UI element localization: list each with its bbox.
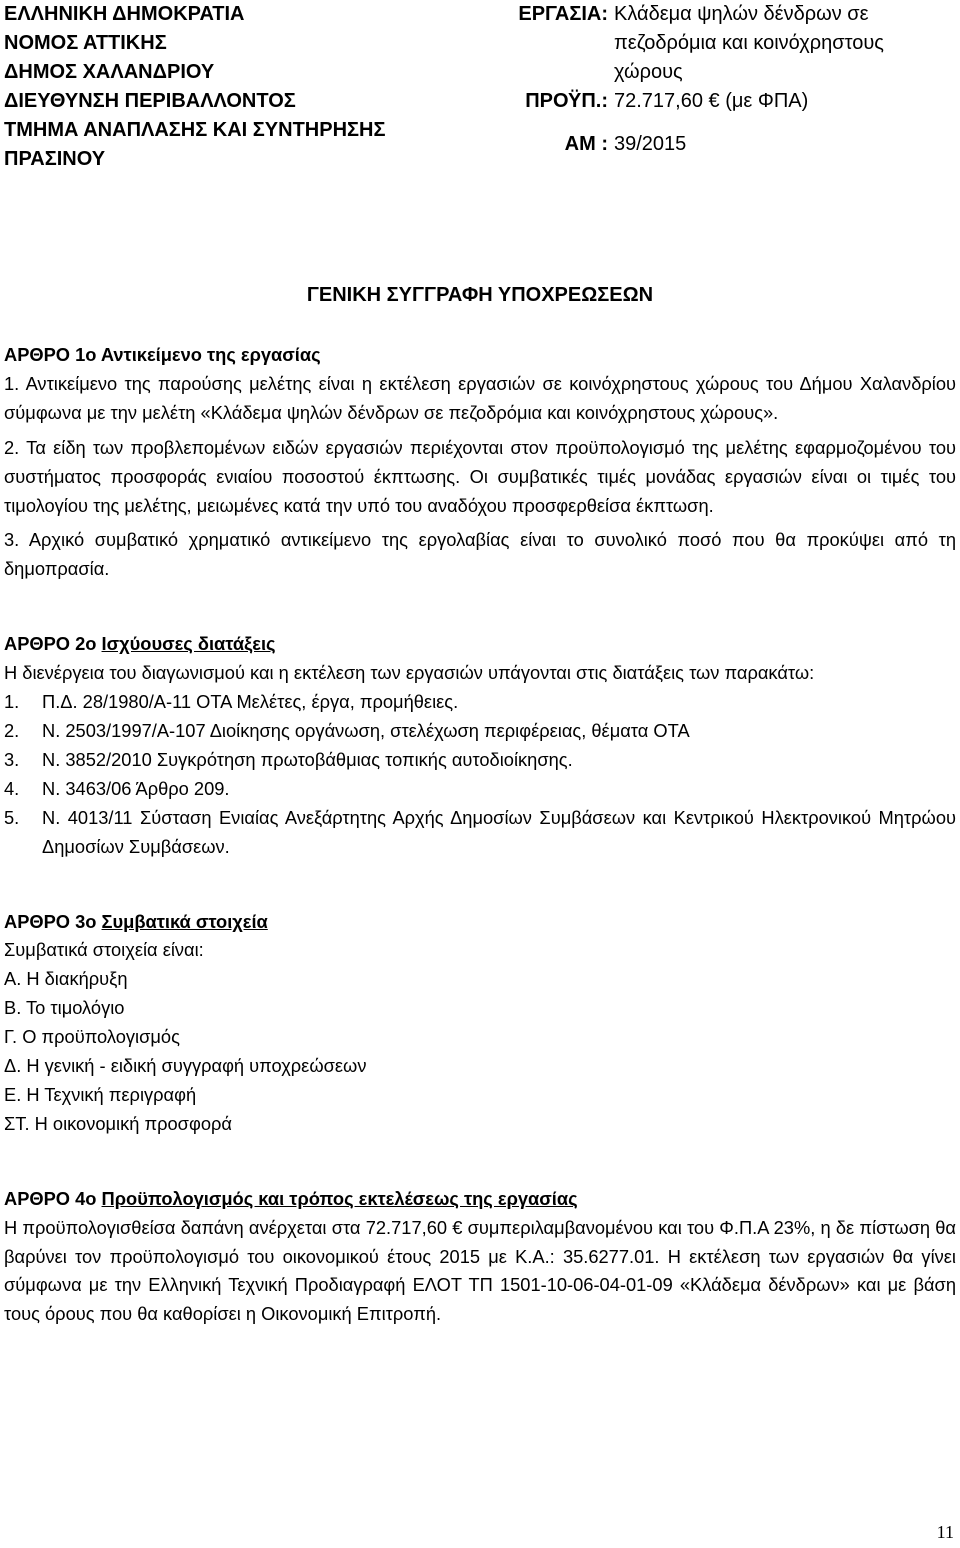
law-list-number: 4. — [4, 777, 20, 799]
article-2-heading — [4, 630, 956, 659]
contract-item: Ε. Η Τεχνική περιγραφή — [4, 1083, 197, 1105]
article-3-number: ΑΡΘΡΟ 3ο — [4, 910, 102, 932]
page-number: 11 — [936, 1522, 954, 1542]
article-3-title: Συμβατικά στοιχεία — [101, 910, 268, 932]
article-4-heading — [4, 1185, 956, 1214]
article-1-paragraph-1: 1. Αντικείμενο της παρούσης μελέτης είναι η εκτέλεση εργασιών σε κοινόχρηστους χώρους του Δήμου Χαλανδρίου σύμφωνα με την μελέτη «Κλάδεμα ψηλών δένδρων σε πεζοδρόμια και κοινόχρηστους χώρους». — [4, 372, 956, 423]
article-2-intro: Η διενέργεια του διαγωνισμού και η εκτέλεση των εργασιών υπάγονται στις διατάξεις των παρακάτω: — [4, 662, 815, 684]
authority-line: ΔΙΕΥΘΥΝΣΗ ΠΕΡΙΒΑΛΛΟΝΤΟΣ — [4, 90, 296, 112]
project-info — [504, 0, 944, 159]
law-list-text: Ν. 2503/1997/Α-107 Διοίκησης οργάνωση, στελέχωση περιφέρειας, θέματα ΟΤΑ — [42, 719, 690, 741]
contract-item: ΣΤ. Η οικονομική προσφορά — [4, 1112, 232, 1134]
law-list-item — [4, 688, 956, 717]
article-2-number: ΑΡΘΡΟ 2ο — [4, 633, 102, 655]
am-value: 39/2015 — [614, 133, 687, 155]
law-list-text: Ν. 4013/11 Σύσταση Ενιαίας Ανεξάρτητης Αρχής Δημοσίων Συμβάσεων και Κεντρικού Ηλεκτρονικού Μητρώου Δημοσίων Συμβάσεων. — [42, 806, 956, 857]
law-list-item — [4, 717, 956, 746]
law-list-text: Ν. 3463/06 Άρθρο 209. — [42, 777, 230, 799]
authority-line: ΔΗΜΟΣ ΧΑΛΑΝΔΡΙΟΥ — [4, 61, 215, 83]
law-list-text: Π.Δ. 28/1980/Α-11 ΟΤΑ Μελέτες, έργα, προμήθειες. — [42, 691, 459, 713]
authority-line: ΤΜΗΜΑ ΑΝΑΠΛΑΣΗΣ ΚΑΙ ΣΥΝΤΗΡΗΣΗΣ — [4, 119, 386, 141]
budget-row — [504, 87, 944, 116]
document-body — [4, 341, 956, 1329]
budget-value: 72.717,60 € (με ΦΠΑ) — [614, 90, 809, 112]
article-3-intro: Συμβατικά στοιχεία είναι: — [4, 939, 204, 961]
article-4-text: Η προϋπολογισθείσα δαπάνη ανέρχεται στα 72.717,60 € συμπεριλαμβανομένου και του Φ.Π.Α 23%, η δε πίστωση θα βαρύνει τον προϋπολογισμό του οικονομικού έτους 2015 με Κ.Α.: 35.6277.01. Η εκτέλεση των εργασιών θα γίνει σύμφωνα με την Ελληνική Τεχνική Προδιαγραφή ΕΛΟΤ ΤΠ 1501-10-06-04-01-09 «Κλάδεμα δένδρων» και με βάση τους όρους που θα καθορίσει η Οικονομική Επιτροπή. — [4, 1216, 956, 1325]
article-3-heading — [4, 908, 956, 937]
law-list-number: 3. — [4, 748, 20, 770]
law-list-number: 2. — [4, 719, 20, 741]
law-list-number: 1. — [4, 691, 20, 713]
law-list-item — [4, 804, 956, 862]
law-list-item — [4, 746, 956, 775]
law-list-text: Ν. 3852/2010 Συγκρότηση πρωτοβάθμιας τοπικής αυτοδιοίκησης. — [42, 748, 573, 770]
article-1-paragraph-3: 3. Αρχικό συμβατικό χρηματικό αντικείμενο της εργολαβίας είναι το συνολικό ποσό που θα προκύψει από τη δημοπρασία. — [4, 529, 956, 580]
article-4-number: ΑΡΘΡΟ 4ο — [4, 1187, 102, 1209]
document-title-text: ΓΕΝΙΚΗ ΣΥΓΓΡΑΦΗ ΥΠΟΧΡΕΩΣΕΩΝ — [306, 284, 654, 306]
work-row — [504, 0, 944, 87]
law-list-number: 5. — [4, 806, 20, 828]
authority-line: ΕΛΛΗΝΙΚΗ ΔΗΜΟΚΡΑΤΙΑ — [4, 3, 245, 25]
am-label: ΑΜ : — [564, 133, 608, 155]
contract-item: Β. Το τιμολόγιο — [4, 997, 125, 1019]
article-2-title: Ισχύουσες διατάξεις — [101, 633, 276, 655]
am-row — [504, 130, 944, 159]
document-title — [0, 282, 960, 308]
work-label: ΕΡΓΑΣΙΑ: — [518, 3, 608, 25]
law-list-item — [4, 775, 956, 804]
contract-item: Γ. Ο προϋπολογισμός — [4, 1026, 180, 1048]
article-4-title: Προϋπολογισμός και τρόπος εκτελέσεως της εργασίας — [101, 1187, 578, 1209]
article-1-paragraph-2: 2. Τα είδη των προβλεπομένων ειδών εργασιών περιέχονται στον προϋπολογισμό της μελέτης εφαρμοζομένου του συστήματος προσφοράς ενιαίου ποσοστού έκπτωσης. Οι συμβατικές τιμές μονάδας εργασιών είναι οι τιμές του τιμολογίου της μελέτης, μειωμένες κατά την υπό του αναδόχου προσφερθείσα έκπτωση. — [4, 436, 956, 516]
budget-label: ΠΡΟΫΠ.: — [525, 90, 608, 112]
issuing-authority — [4, 0, 444, 174]
contract-item: Δ. Η γενική - ειδική συγγραφή υποχρεώσεων — [4, 1055, 367, 1077]
authority-line: ΝΟΜΟΣ ΑΤΤΙΚΗΣ — [4, 32, 167, 54]
work-value: Κλάδεμα ψηλών δένδρων σε πεζοδρόμια και κοινόχρηστους χώρους — [614, 3, 884, 83]
article-1-heading: ΑΡΘΡΟ 1ο Αντικείμενο της εργασίας — [4, 344, 321, 365]
authority-line: ΠΡΑΣΙΝΟΥ — [4, 148, 106, 170]
contract-item: Α. Η διακήρυξη — [4, 968, 128, 990]
